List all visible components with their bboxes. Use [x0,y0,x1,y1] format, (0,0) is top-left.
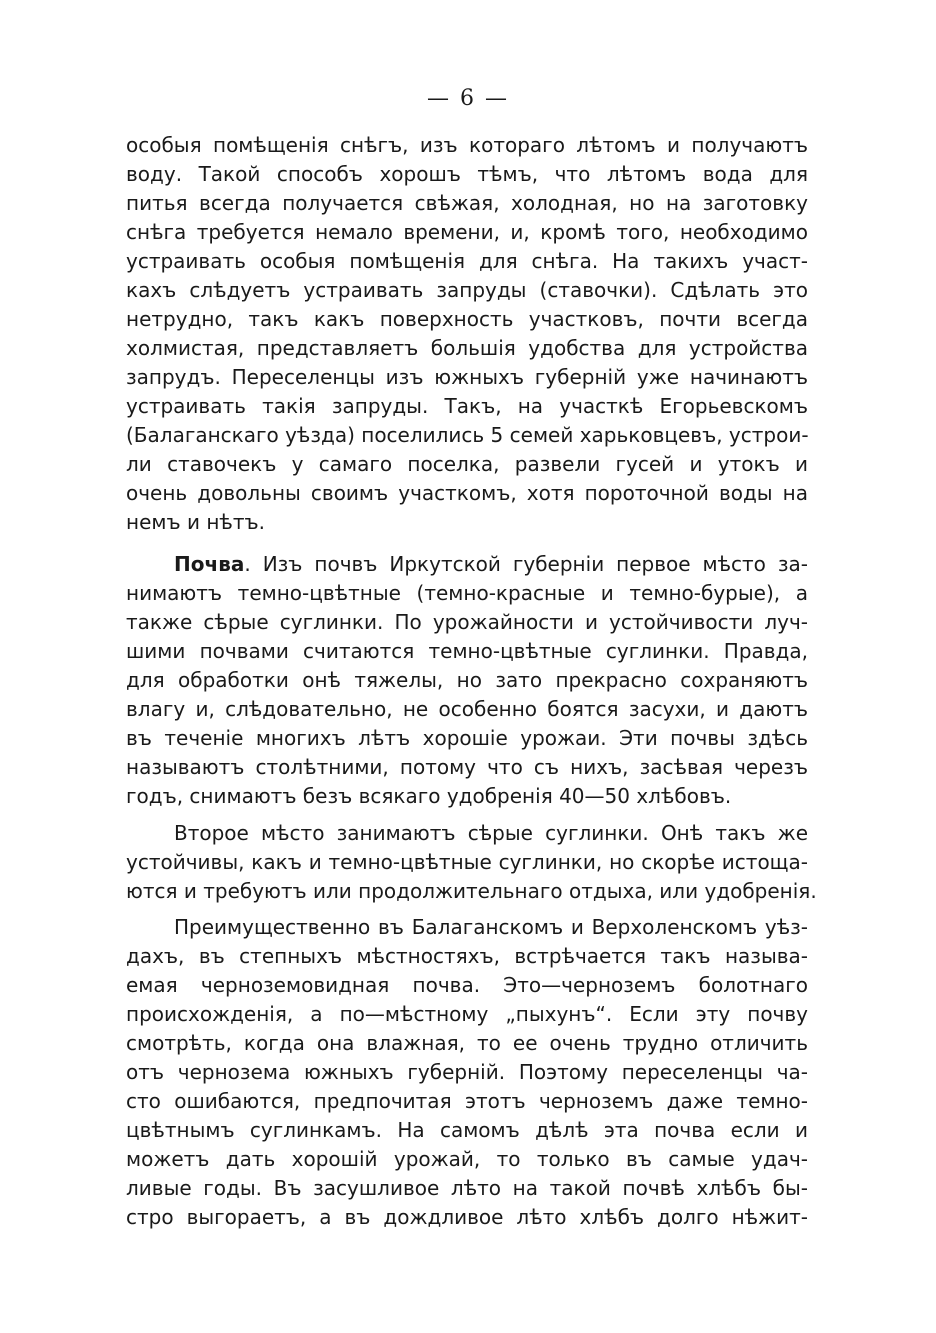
text-line: шими почвами считаются темно-цвѣтные суглинки. Правда, [126,639,808,663]
text-line: называютъ столѣтними, потому что съ нихъ, засѣвая черезъ [126,755,808,779]
text-line: емая черноземовидная почва. Это—черноземъ болотнаго [126,973,808,997]
text-line: цвѣтнымъ суглинкамъ. На самомъ дѣлѣ эта почва если и [126,1118,808,1142]
text-line: сто ошибаются, предпочитая этотъ черноземъ даже темно- [126,1089,808,1113]
text-line: очень довольны своимъ участкомъ, хотя пороточной воды на [126,481,808,505]
text-line: ливые годы. Въ засушливое лѣто на такой почвѣ хлѣбъ бы- [126,1176,808,1200]
text-line [126,550,808,579]
text-line: годъ, снимаютъ безъ всякаго удобренія 40—50 хлѣбовъ. [126,784,732,808]
text-line: Второе мѣсто занимаютъ сѣрые суглинки. Онѣ такъ же [174,821,808,845]
text-line: (Балаганскаго уѣзда) поселились 5 семей харьковцевъ, устрои- [126,423,809,447]
text-line: Преимущественно въ Балаганскомъ и Верхоленскомъ уѣз- [174,915,808,939]
text-line: воду. Такой способъ хорошъ тѣмъ, что лѣтомъ вода для [126,162,808,186]
text-line: влагу и, слѣдовательно, не особенно боятся засухи, и даютъ [126,697,808,721]
text-line: ются и требуютъ или продолжительнаго отдыха, или удобренія. [126,879,817,903]
text-line: нетрудно, такъ какъ поверхность участковъ, почти всегда [126,307,808,331]
text-fragment: . Изъ почвъ Иркутской губерніи первое мѣсто за- [244,552,808,576]
text-line: немъ и нѣтъ. [126,510,265,534]
text-line: отъ чернозема южныхъ губерній. Поэтому переселенцы ча- [126,1060,808,1084]
section-term-soil: Почва [174,552,245,576]
text-line: питья всегда получается свѣжая, холодная, но на заготовку [126,191,808,215]
text-line: запрудъ. Переселенцы изъ южныхъ губерній уже начинаютъ [126,365,808,389]
text-line: нимаютъ темно-цвѣтные (темно-красные и темно-бурые), а [126,581,808,605]
paragraph-chernozem [126,913,808,1232]
text-line: устраивать такія запруды. Такъ, на участкѣ Егорьевскомъ [126,394,808,418]
paragraph-water-supply [126,131,808,537]
text-line: въ теченіе многихъ лѣтъ хорошіе урожаи. Эти почвы здѣсь [126,726,808,750]
text-line: устраивать особыя помѣщенія для снѣга. На такихъ участ- [126,249,808,273]
text-line: снѣга требуется немало времени, и, кромѣ того, необходимо [126,220,808,244]
text-line: холмистая, представляетъ большія удобства для устройства [126,336,808,360]
text-line: устойчивы, какъ и темно-цвѣтные суглинки, но скорѣе истоща- [126,850,808,874]
text-line: происхожденія, а по—мѣстному „пыхунъ“. Если эту почву [126,1002,808,1026]
text-line: кахъ слѣдуетъ устраивать запруды (ставочки). Сдѣлать это [126,278,808,302]
paragraph-soil [126,550,808,811]
text-line: для обработки онѣ тяжелы, но зато прекрасно сохраняютъ [126,668,808,692]
page-number: — 6 — [427,86,509,111]
text-line: можетъ дать хорошій урожай, то только въ самые удач- [126,1147,808,1171]
text-line: смотрѣть, когда она влажная, то ее очень трудно отличить [126,1031,808,1055]
text-line: ли ставочекъ у самаго поселка, развели гусей и утокъ и [126,452,808,476]
paragraph-grey-loam [126,819,817,906]
text-line: также сѣрые суглинки. По урожайности и устойчивости луч- [126,610,808,634]
text-line: особыя помѣщенія снѣгъ, изъ котораго лѣтомъ и получаютъ [126,133,808,157]
text-line: стро выгораетъ, а въ дождливое лѣто хлѣбъ долго нѣжит- [126,1205,808,1229]
text-line: дахъ, въ степныхъ мѣстностяхъ, встрѣчается такъ называ- [126,944,808,968]
